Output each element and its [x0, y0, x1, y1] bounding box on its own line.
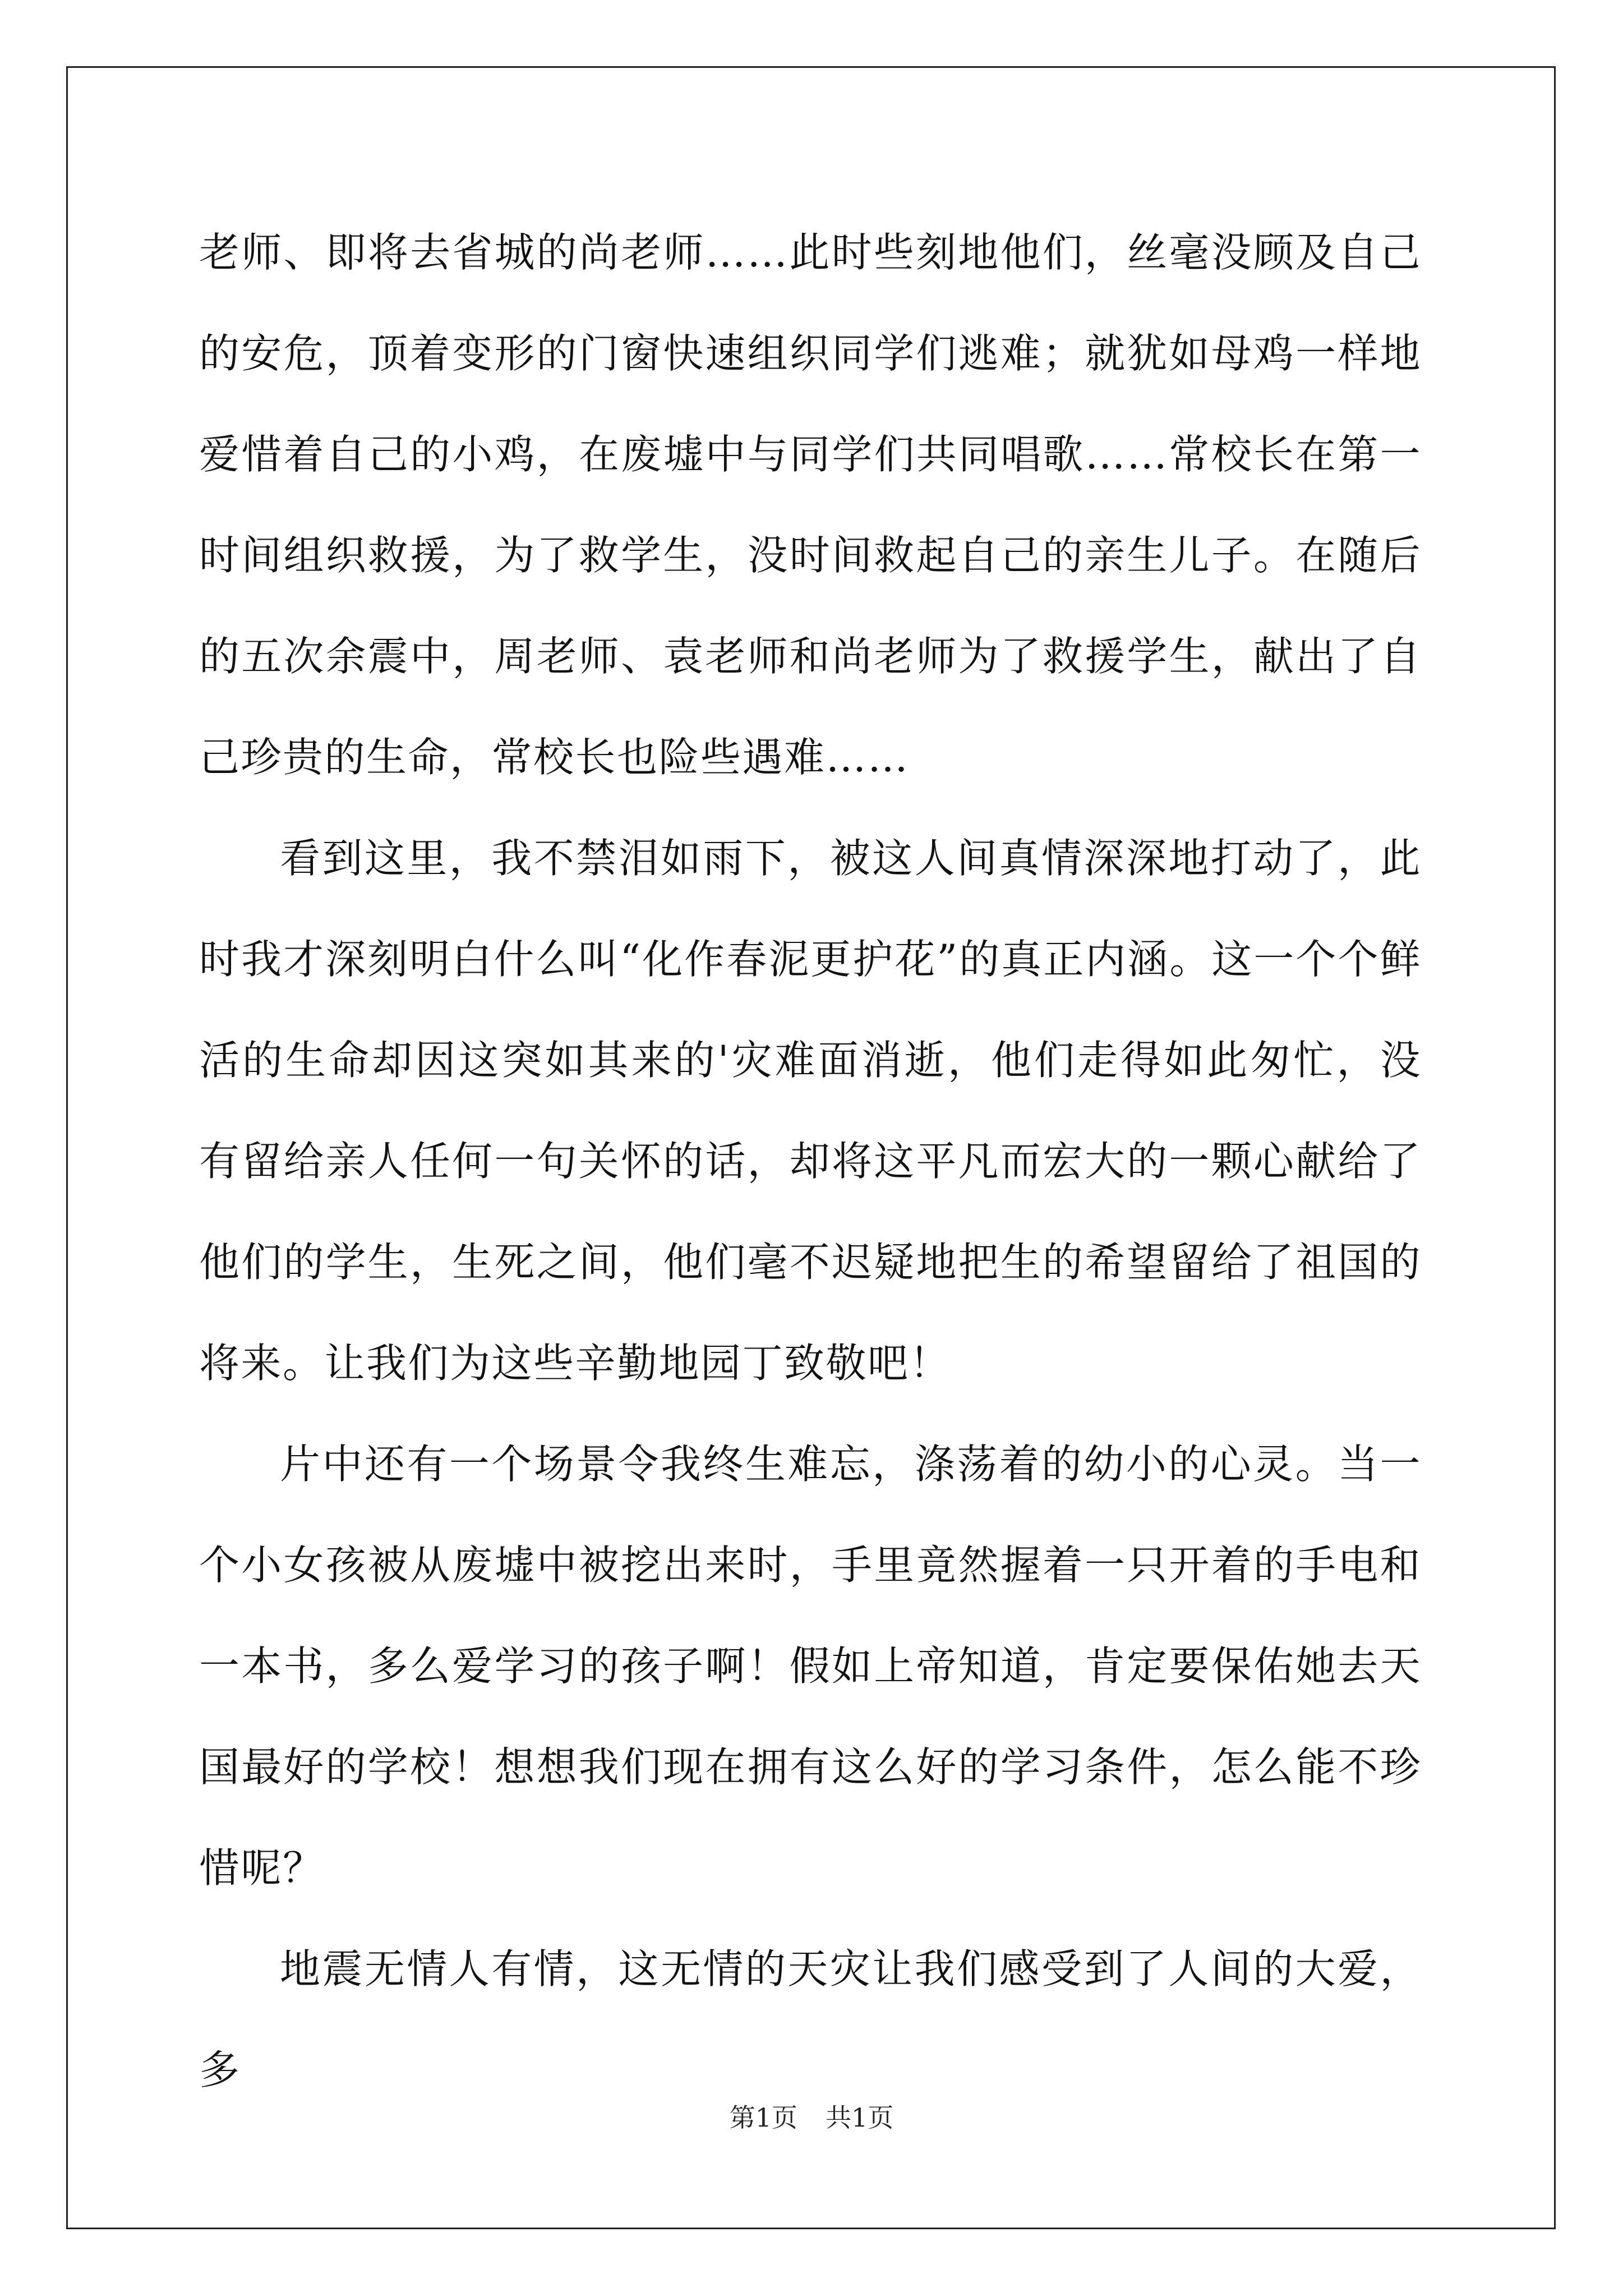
- page-number-current: 第1页: [729, 2102, 797, 2133]
- paragraph-2: 看到这里，我不禁泪如雨下，被这人间真情深深地打动了，此时我才深刻明白什么叫“化作春泥更护花”的真正内涵。这一个个鲜活的生命却因这突如其来的'灾难面消逝，他们走得如此匆忙，没有留给亲人任何一句关怀的话，却将这平凡而宏大的一颗心献给了他们的学生，生死之间，他们毫不迟疑地把生的希望留给了祖国的将来。让我们为这些辛勤地园丁致敬吧！: [199, 835, 1422, 1387]
- page-number-total: 共1页: [826, 2102, 894, 2133]
- page-footer: [0, 2101, 1623, 2134]
- paragraph-3: 片中还有一个场景令我终生难忘，涤荡着的幼小的心灵。当一个小女孩被从废墟中被挖出来时，手里竟然握着一只开着的手电和一本书，多么爱学习的孩子啊！假如上帝知道，肯定要保佑她去天国最好的学校！想想我们现在拥有这么好的学习条件，怎么能不珍惜呢？: [199, 1441, 1422, 1892]
- document-body: [199, 202, 1422, 2120]
- paragraph-1: 老师、即将去省城的尚老师……此时些刻地他们，丝毫没顾及自己的安危，顶着变形的门窗快速组织同学们逃难；就犹如母鸡一样地爱惜着自己的小鸡，在废墟中与同学们共同唱歌……常校长在第一时间组织救援，为了救学生，没时间救起自己的亲生儿子。在随后的五次余震中，周老师、袁老师和尚老师为了救援学生，献出了自己珍贵的生命，常校长也险些遇难……: [199, 229, 1422, 781]
- paragraph-4: 地震无情人有情，这无情的天灾让我们感受到了人间的大爱，多: [199, 1945, 1422, 2093]
